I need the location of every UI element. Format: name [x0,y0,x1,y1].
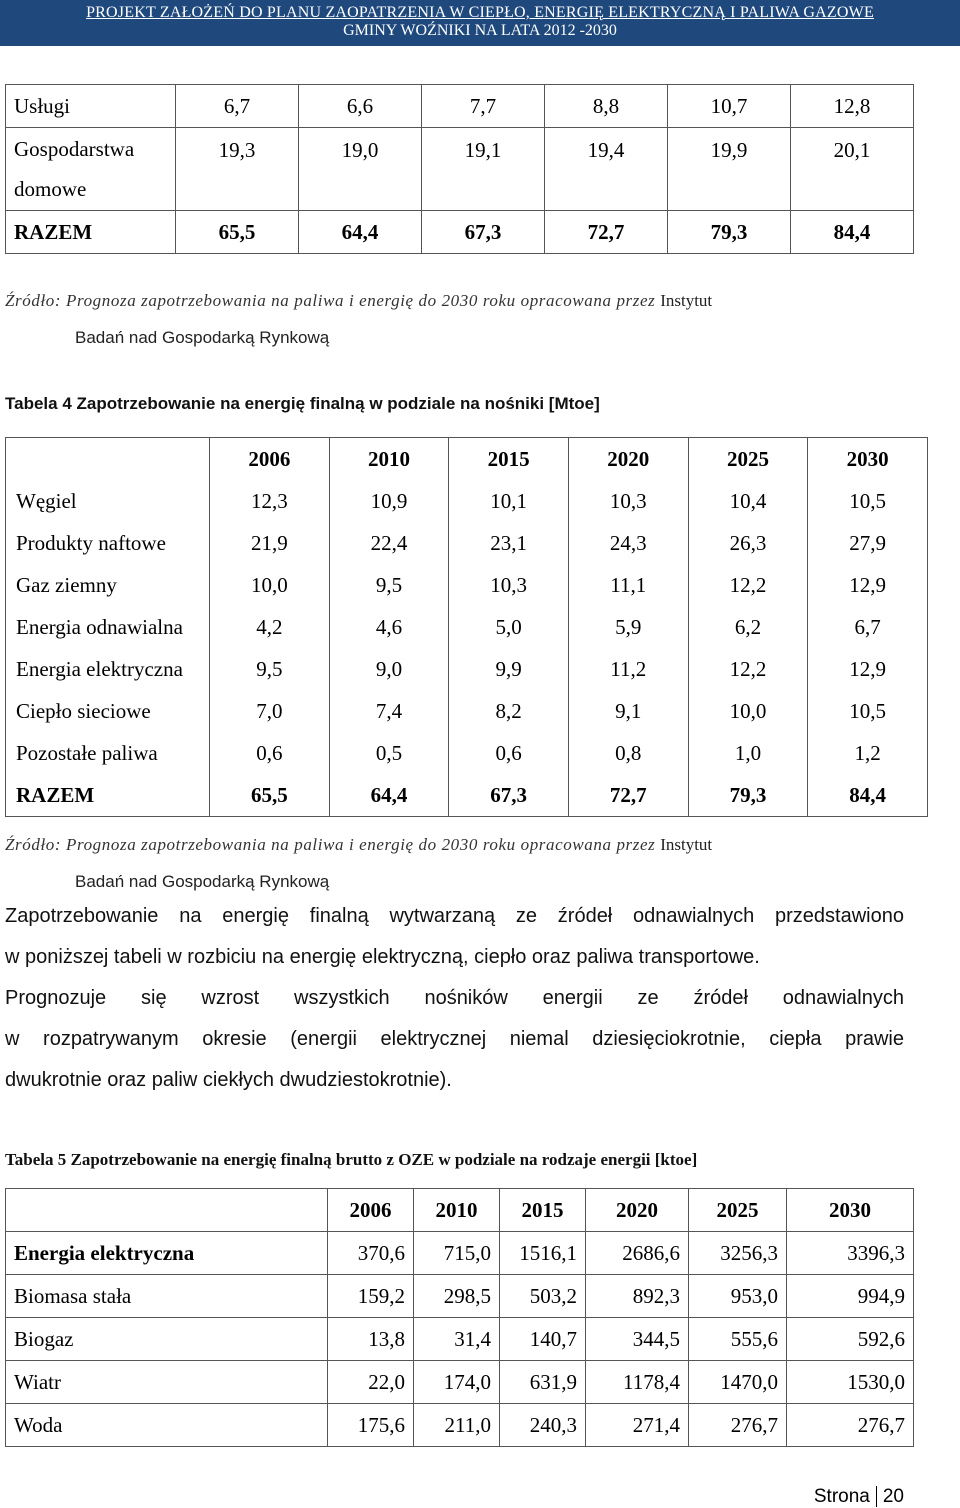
paragraph-2 [5,978,904,1101]
cell: 174,0 [414,1361,500,1404]
cell: 1,0 [688,732,808,774]
cell: 79,3 [688,774,808,817]
source-text: Źródło: Prognoza zapotrzebowania na paliwa i energię do 2030 roku opracowana przez [5,291,656,310]
paragraph-line: w rozpatrywanym okresie (energii elektrycznej niemal dziesięciokrotnie, ciepła prawie [5,1028,904,1050]
source-note-line2: Badań nad Gospodarką Rynkową [75,872,330,891]
cell: 19,9 [668,128,791,211]
row-label: Energia odnawialna [6,606,210,648]
cell: 65,5 [176,211,299,254]
table-row [6,732,928,774]
year-header: 2025 [688,438,808,481]
row-label-line: domowe [14,177,87,201]
cell: 12,2 [688,564,808,606]
cell: 12,2 [688,648,808,690]
year-header: 2030 [787,1189,914,1232]
cell: 10,5 [808,690,928,732]
source-note [5,826,712,864]
cell: 72,7 [545,211,668,254]
cell: 13,8 [328,1318,414,1361]
table-continuation [5,84,914,254]
row-label: RAZEM [6,774,210,817]
cell: 240,3 [500,1404,586,1447]
cell: 6,6 [299,85,422,128]
cell: 84,4 [791,211,914,254]
cell: 12,8 [791,85,914,128]
cell: 7,7 [422,85,545,128]
cell: 7,4 [329,690,449,732]
table-row [6,1318,914,1361]
table4-caption: Tabela 4 Zapotrzebowanie na energię finalną w podziale na nośniki [Mtoe] [5,394,600,413]
row-label [6,128,176,211]
header-cell-empty [6,1189,328,1232]
header-subtitle: GMINY WOŹNIKI NA LATA 2012 -2030 [343,22,617,39]
header-title: PROJEKT ZAŁOŻEŃ DO PLANU ZAOPATRZENIA W CIEPŁO, ENERGIĘ ELEKTRYCZNĄ I PALIWA GAZOWE [86,4,874,21]
cell: 24,3 [568,522,688,564]
year-header: 2010 [329,438,449,481]
row-label-line: Gospodarstwa [14,137,135,161]
year-header: 2015 [449,438,569,481]
cell: 12,9 [808,648,928,690]
cell: 20,1 [791,128,914,211]
cell: 8,2 [449,690,569,732]
row-label: Pozostałe paliwa [6,732,210,774]
cell: 67,3 [449,774,569,817]
row-label: Ciepło sieciowe [6,690,210,732]
cell: 9,1 [568,690,688,732]
cell: 9,9 [449,648,569,690]
paragraph-line: dwukrotnie oraz paliw ciekłych dwudziestokrotnie). [5,1069,452,1091]
table-row-total [6,211,914,254]
cell: 27,9 [808,522,928,564]
table-row [6,1361,914,1404]
page-header [0,0,960,46]
cell: 9,5 [329,564,449,606]
cell: 994,9 [787,1275,914,1318]
cell: 10,1 [449,480,569,522]
cell: 19,3 [176,128,299,211]
table-header-row [6,438,928,481]
year-header: 2006 [328,1189,414,1232]
cell: 12,3 [210,480,330,522]
row-label: Energia elektryczna [6,648,210,690]
table-row [6,128,914,211]
row-label: Węgiel [6,480,210,522]
cell: 5,9 [568,606,688,648]
cell: 4,6 [329,606,449,648]
cell: 8,8 [545,85,668,128]
cell: 1,2 [808,732,928,774]
table-row [6,564,928,606]
page-number: 20 [882,1486,904,1507]
table-row [6,85,914,128]
table-row [6,480,928,522]
cell: 10,0 [688,690,808,732]
cell: 10,4 [688,480,808,522]
source-note [5,282,712,320]
cell: 67,3 [422,211,545,254]
table-row [6,648,928,690]
cell: 19,0 [299,128,422,211]
cell: 3256,3 [689,1232,787,1275]
cell: 0,6 [210,732,330,774]
cell: 10,3 [568,480,688,522]
table-header-row [6,1189,914,1232]
year-header: 2006 [210,438,330,481]
cell: 22,4 [329,522,449,564]
cell: 31,4 [414,1318,500,1361]
cell: 2686,6 [586,1232,689,1275]
source-institute: Instytut [660,291,713,310]
cell: 4,2 [210,606,330,648]
row-label: Woda [6,1404,328,1447]
cell: 0,6 [449,732,569,774]
row-label: Produkty naftowe [6,522,210,564]
cell: 7,0 [210,690,330,732]
cell: 65,5 [210,774,330,817]
cell: 72,7 [568,774,688,817]
row-label: Biomasa stała [6,1275,328,1318]
cell: 211,0 [414,1404,500,1447]
table-row [6,522,928,564]
cell: 3396,3 [787,1232,914,1275]
cell: 6,7 [176,85,299,128]
table5 [5,1188,914,1447]
cell: 10,3 [449,564,569,606]
paragraph-line: Zapotrzebowanie na energię finalną wytwarzaną ze źródeł odnawialnych przedstawiono [5,905,904,927]
footer-divider [876,1486,877,1507]
cell: 344,5 [586,1318,689,1361]
row-label: Gaz ziemny [6,564,210,606]
table-row [6,606,928,648]
cell: 715,0 [414,1232,500,1275]
cell: 12,9 [808,564,928,606]
cell: 10,9 [329,480,449,522]
cell: 84,4 [808,774,928,817]
cell: 10,0 [210,564,330,606]
cell: 175,6 [328,1404,414,1447]
cell: 79,3 [668,211,791,254]
cell: 9,5 [210,648,330,690]
cell: 9,0 [329,648,449,690]
year-header: 2020 [586,1189,689,1232]
cell: 1516,1 [500,1232,586,1275]
table-row [6,1275,914,1318]
cell: 0,5 [329,732,449,774]
row-label: Wiatr [6,1361,328,1404]
paragraph-1 [5,896,904,978]
cell: 22,0 [328,1361,414,1404]
table4 [5,437,928,817]
cell: 1530,0 [787,1361,914,1404]
cell: 1178,4 [586,1361,689,1404]
header-cell-empty [6,438,210,481]
page-label: Strona [813,1486,870,1507]
cell: 64,4 [329,774,449,817]
cell: 6,2 [688,606,808,648]
cell: 23,1 [449,522,569,564]
paragraph-line: Prognozuje się wzrost wszystkich nośników energii ze źródeł odnawialnych [5,987,904,1009]
year-header: 2025 [689,1189,787,1232]
cell: 19,1 [422,128,545,211]
cell: 10,7 [668,85,791,128]
cell: 892,3 [586,1275,689,1318]
cell: 26,3 [688,522,808,564]
cell: 10,5 [808,480,928,522]
row-label: Usługi [6,85,176,128]
source-text: Źródło: Prognoza zapotrzebowania na paliwa i energię do 2030 roku opracowana przez [5,835,656,854]
cell: 370,6 [328,1232,414,1275]
source-institute: Instytut [660,835,713,854]
table-row-total [6,774,928,817]
cell: 140,7 [500,1318,586,1361]
cell: 5,0 [449,606,569,648]
cell: 276,7 [689,1404,787,1447]
year-header: 2015 [500,1189,586,1232]
cell: 555,6 [689,1318,787,1361]
row-label: Energia elektryczna [6,1232,328,1275]
table-row [6,1404,914,1447]
cell: 21,9 [210,522,330,564]
row-label: RAZEM [6,211,176,254]
cell: 11,2 [568,648,688,690]
cell: 298,5 [414,1275,500,1318]
cell: 276,7 [787,1404,914,1447]
paragraph-line: w poniższej tabeli w rozbiciu na energię elektryczną, ciepło oraz paliwa transportowe. [5,946,760,968]
year-header: 2020 [568,438,688,481]
cell: 19,4 [545,128,668,211]
cell: 11,1 [568,564,688,606]
cell: 592,6 [787,1318,914,1361]
table5-caption: Tabela 5 Zapotrzebowanie na energię finalną brutto z OZE w podziale na rodzaje energii [ktoe] [5,1150,698,1169]
year-header: 2010 [414,1189,500,1232]
source-note-line2: Badań nad Gospodarką Rynkową [75,328,330,347]
cell: 631,9 [500,1361,586,1404]
cell: 1470,0 [689,1361,787,1404]
cell: 159,2 [328,1275,414,1318]
cell: 6,7 [808,606,928,648]
cell: 64,4 [299,211,422,254]
row-label: Biogaz [6,1318,328,1361]
cell: 503,2 [500,1275,586,1318]
cell: 271,4 [586,1404,689,1447]
table-row [6,1232,914,1275]
year-header: 2030 [808,438,928,481]
cell: 953,0 [689,1275,787,1318]
table-row [6,690,928,732]
cell: 0,8 [568,732,688,774]
